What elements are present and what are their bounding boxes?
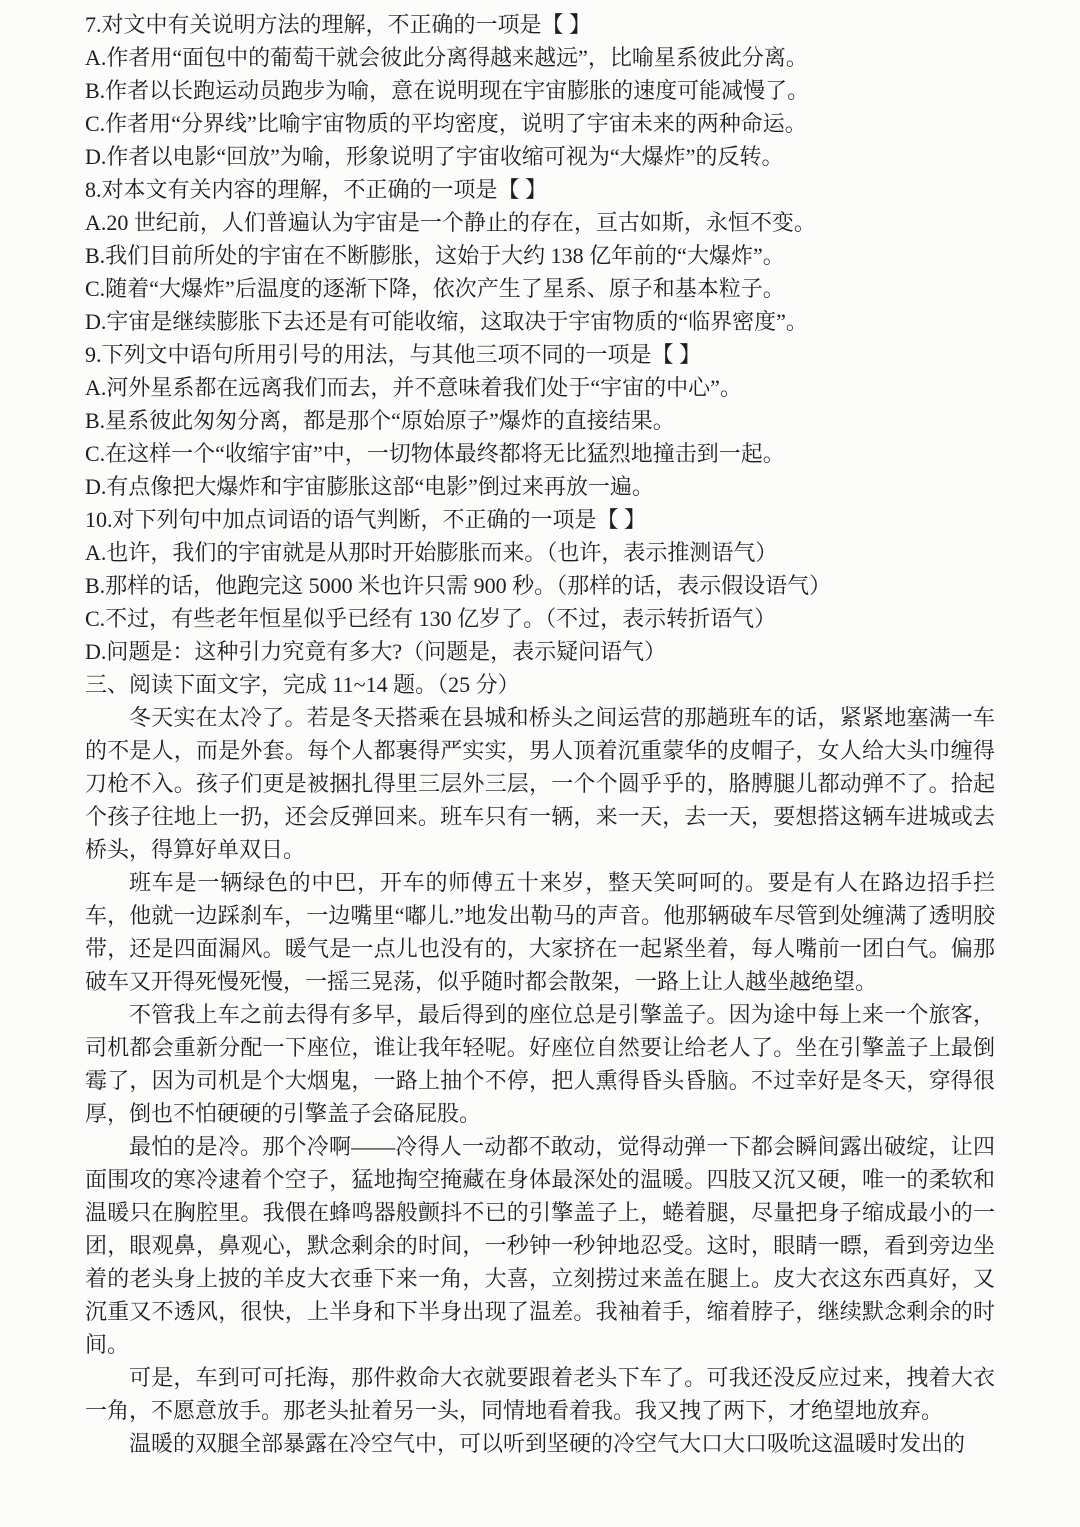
reading-passage bbox=[85, 701, 995, 1460]
passage-paragraph-6: 温暖的双腿全部暴露在冷空气中，可以听到坚硬的冷空气大口大口吸吮这温暖时发出的 bbox=[129, 1431, 966, 1456]
question-8-option-b: B.我们目前所处的宇宙在不断膨胀，这始于大约 138 亿年前的“大爆炸”。 bbox=[85, 243, 785, 268]
question-8-option-d: D.宇宙是继续膨胀下去还是有可能收缩，这取决于宇宙物质的“临界密度”。 bbox=[85, 309, 808, 334]
passage-paragraph-2: 班车是一辆绿色的中巴，开车的师傅五十来岁，整天笑呵呵的。要是有人在路边招手拦车，他就一边踩刹车，一边嘴里“嘟儿.”地发出勒马的声音。他那辆破车尽管到处缠满了透明胶带，还是四面漏风。暖气是一点儿也没有的，大家挤在一起紧坐着，每人嘴前一团白气。偏那破车又开得死慢死慢，一摇三晃荡，似乎随时都会散架，一路上让人越坐越绝望。 bbox=[85, 870, 995, 994]
question-10-stem: 10.对下列句中加点词语的语气判断，不正确的一项是【 】 bbox=[85, 507, 647, 532]
question-7-stem: 7.对文中有关说明方法的理解，不正确的一项是【 】 bbox=[85, 12, 592, 37]
question-7-block bbox=[85, 8, 995, 173]
question-7-option-c: C.作者用“分界线”比喻宇宙物质的平均密度，说明了宇宙未来的两种命运。 bbox=[85, 111, 807, 136]
question-9-block bbox=[85, 338, 995, 503]
section-three-title: 三、阅读下面文字，完成 11~14 题。（25 分） bbox=[85, 672, 520, 697]
passage-paragraph-5: 可是，车到可可托海，那件救命大衣就要跟着老头下车了。可我还没反应过来，拽着大衣一角，不愿意放手。那老头扯着另一头，同情地看着我。我又拽了两下，才绝望地放弃。 bbox=[85, 1365, 995, 1423]
question-10-block bbox=[85, 503, 995, 668]
passage-paragraph-4: 最怕的是冷。那个冷啊——冷得人一动都不敢动，觉得动弹一下都会瞬间露出破绽，让四面围攻的寒冷逮着个空子，猛地掏空掩藏在身体最深处的温暖。四肢又沉又硬，唯一的柔软和温暖只在胸腔里。我偎在蜂鸣器般颤抖不已的引擎盖子上，蜷着腿，尽量把身子缩成最小的一团，眼观鼻，鼻观心，默念剩余的时间，一秒钟一秒钟地忍受。这时，眼睛一瞟，看到旁边坐着的老头身上披的羊皮大衣垂下来一角，大喜，立刻捞过来盖在腿上。皮大衣这东西真好，又沉重又不透风，很快，上半身和下半身出现了温差。我袖着手，缩着脖子，继续默念剩余的时间。 bbox=[85, 1134, 995, 1357]
question-8-option-c: C.随着“大爆炸”后温度的逐渐下降，依次产生了星系、原子和基本粒子。 bbox=[85, 276, 785, 301]
passage-paragraph-1: 冬天实在太冷了。若是冬天搭乘在县城和桥头之间运营的那趟班车的话，紧紧地塞满一车的不是人，而是外套。每个人都裹得严实实，男人顶着沉重蒙华的皮帽子，女人给大头巾缠得刀枪不入。孩子们更是被捆扎得里三层外三层，一个个圆乎乎的，胳膊腿儿都动弹不了。拾起个孩子往地上一扔，还会反弹回来。班车只有一辆，来一天，去一天，要想搭这辆车进城或去桥头，得算好单双日。 bbox=[85, 705, 995, 862]
question-8-stem: 8.对本文有关内容的理解，不正确的一项是【 】 bbox=[85, 177, 548, 202]
question-7-option-b: B.作者以长跑运动员跑步为喻，意在说明现在宇宙膨胀的速度可能减慢了。 bbox=[85, 78, 810, 103]
question-9-stem: 9.下列文中语句所用引号的用法，与其他三项不同的一项是【 】 bbox=[85, 342, 702, 367]
question-9-option-b: B.星系彼此匆匆分离，都是那个“原始原子”爆炸的直接结果。 bbox=[85, 408, 675, 433]
question-9-option-a: A.河外星系都在远离我们而去，并不意味着我们处于“宇宙的中心”。 bbox=[85, 375, 742, 400]
question-7-option-a: A.作者用“面包中的葡萄干就会彼此分离得越来越远”，比喻星系彼此分离。 bbox=[85, 45, 808, 70]
passage-paragraph-3: 不管我上车之前去得有多早，最后得到的座位总是引擎盖子。因为途中每上来一个旅客，司机都会重新分配一下座位，谁让我年轻呢。好座位自然要让给老人了。坐在引擎盖子上最倒霉了，因为司机是个大烟鬼，一路上抽个不停，把人熏得昏头昏脑。不过幸好是冬天，穿得很厚，倒也不怕硬硬的引擎盖子会硌屁股。 bbox=[85, 1002, 995, 1126]
question-8-option-a: A.20 世纪前，人们普遍认为宇宙是一个静止的存在，亘古如斯，永恒不变。 bbox=[85, 210, 816, 235]
question-8-block bbox=[85, 173, 995, 338]
question-10-option-b: B.那样的话，他跑完这 5000 米也许只需 900 秒。（那样的话，表示假设语气） bbox=[85, 573, 832, 598]
question-9-option-d: D.有点像把大爆炸和宇宙膨胀这部“电影”倒过来再放一遍。 bbox=[85, 474, 654, 499]
question-9-option-c: C.在这样一个“收缩宇宙”中，一切物体最终都将无比猛烈地撞击到一起。 bbox=[85, 441, 785, 466]
question-7-option-d: D.作者以电影“回放”为喻，形象说明了宇宙收缩可视为“大爆炸”的反转。 bbox=[85, 144, 784, 169]
question-10-option-d: D.问题是：这种引力究竟有多大?（问题是，表示疑问语气） bbox=[85, 639, 667, 664]
question-10-option-c: C.不过，有些老年恒星似乎已经有 130 亿岁了。（不过，表示转折语气） bbox=[85, 606, 777, 631]
question-10-option-a: A.也许，我们的宇宙就是从那时开始膨胀而来。（也许，表示推测语气） bbox=[85, 540, 778, 565]
